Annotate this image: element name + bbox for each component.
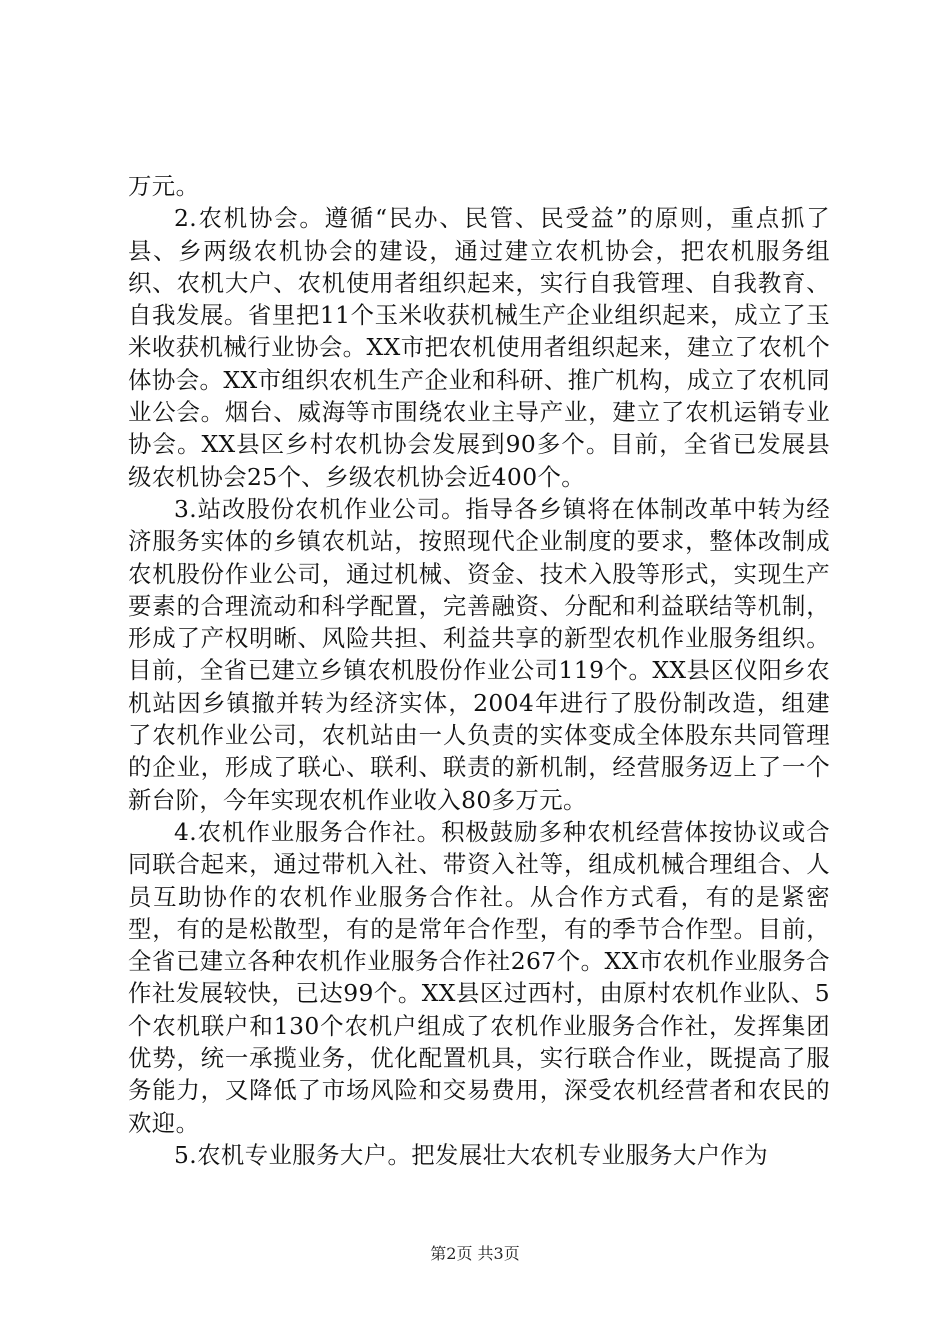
paragraph-shareholding-company: 3.站改股份农机作业公司。指导各乡镇将在体制改革中转为经济服务实体的乡镇农机站，按照现代企业制度的要求，整体改制成农机股份作业公司，通过机械、资金、技术入股等形式，实现生产要素的合理流动和科学配置，完善融资、分配和利益联结等机制，形成了产权明晰、风险共担、利益共享的新型农机作业服务组织。目前，全省已建立乡镇农机股份作业公司119个。XX县区仪阳乡农机站因乡镇撤并转为经济实体，2004年进行了股份制改造，组建了农机作业公司，农机站由一人负责的实体变成全体股东共同管理的企业，形成了联心、联利、联责的新机制，经营服务迈上了一个新台阶，今年实现农机作业收入80多万元。 [128, 494, 830, 814]
paragraph-service-households: 5.农机专业服务大户。把发展壮大农机专业服务大户作为 [174, 1140, 769, 1169]
paragraph-continuation: 万元。 [128, 172, 200, 200]
paragraph-service-cooperative: 4.农机作业服务合作社。积极鼓励多种农机经营体按协议或合同联合起来，通过带机入社、带资入社等，组成机械合理组合、人员互助协作的农机作业服务合作社。从合作方式看，有的是紧密型，有的是松散型，有的是常年合作型，有的季节合作型。目前，全省已建立各种农机作业服务合作社267个。XX市农机作业服务合作社发展较快，已达99个。XX县区过西村，由原村农机作业队、5个农机联户和130个农机户组成了农机作业服务合作社，发挥集团优势，统一承揽业务，优化配置机具，实行联合作业，既提高了服务能力，又降低了市场风险和交易费用，深受农机经营者和农民的欢迎。 [128, 817, 830, 1137]
document-body [128, 170, 830, 1171]
paragraph-farm-machinery-association: 2.农机协会。遵循“民办、民管、民受益”的原则，重点抓了县、乡两级农机协会的建设，通过建立农机协会，把农机服务组织、农机大户、农机使用者组织起来，实行自我管理、自我教育、自我发展。省里把11个玉米收获机械生产企业组织起来，成立了玉米收获机械行业协会。XX市把农机使用者组织起来，建立了农机个体协会。XX市组织农机生产企业和科研、推广机构，成立了农机同业公会。烟台、威海等市围绕农业主导产业，建立了农机运销专业协会。XX县区乡村农机协会发展到90多个。目前，全省已发展县级农机协会25个、乡级农机协会近400个。 [128, 204, 830, 491]
page-footer: 第2页 共3页 [430, 1244, 520, 1263]
